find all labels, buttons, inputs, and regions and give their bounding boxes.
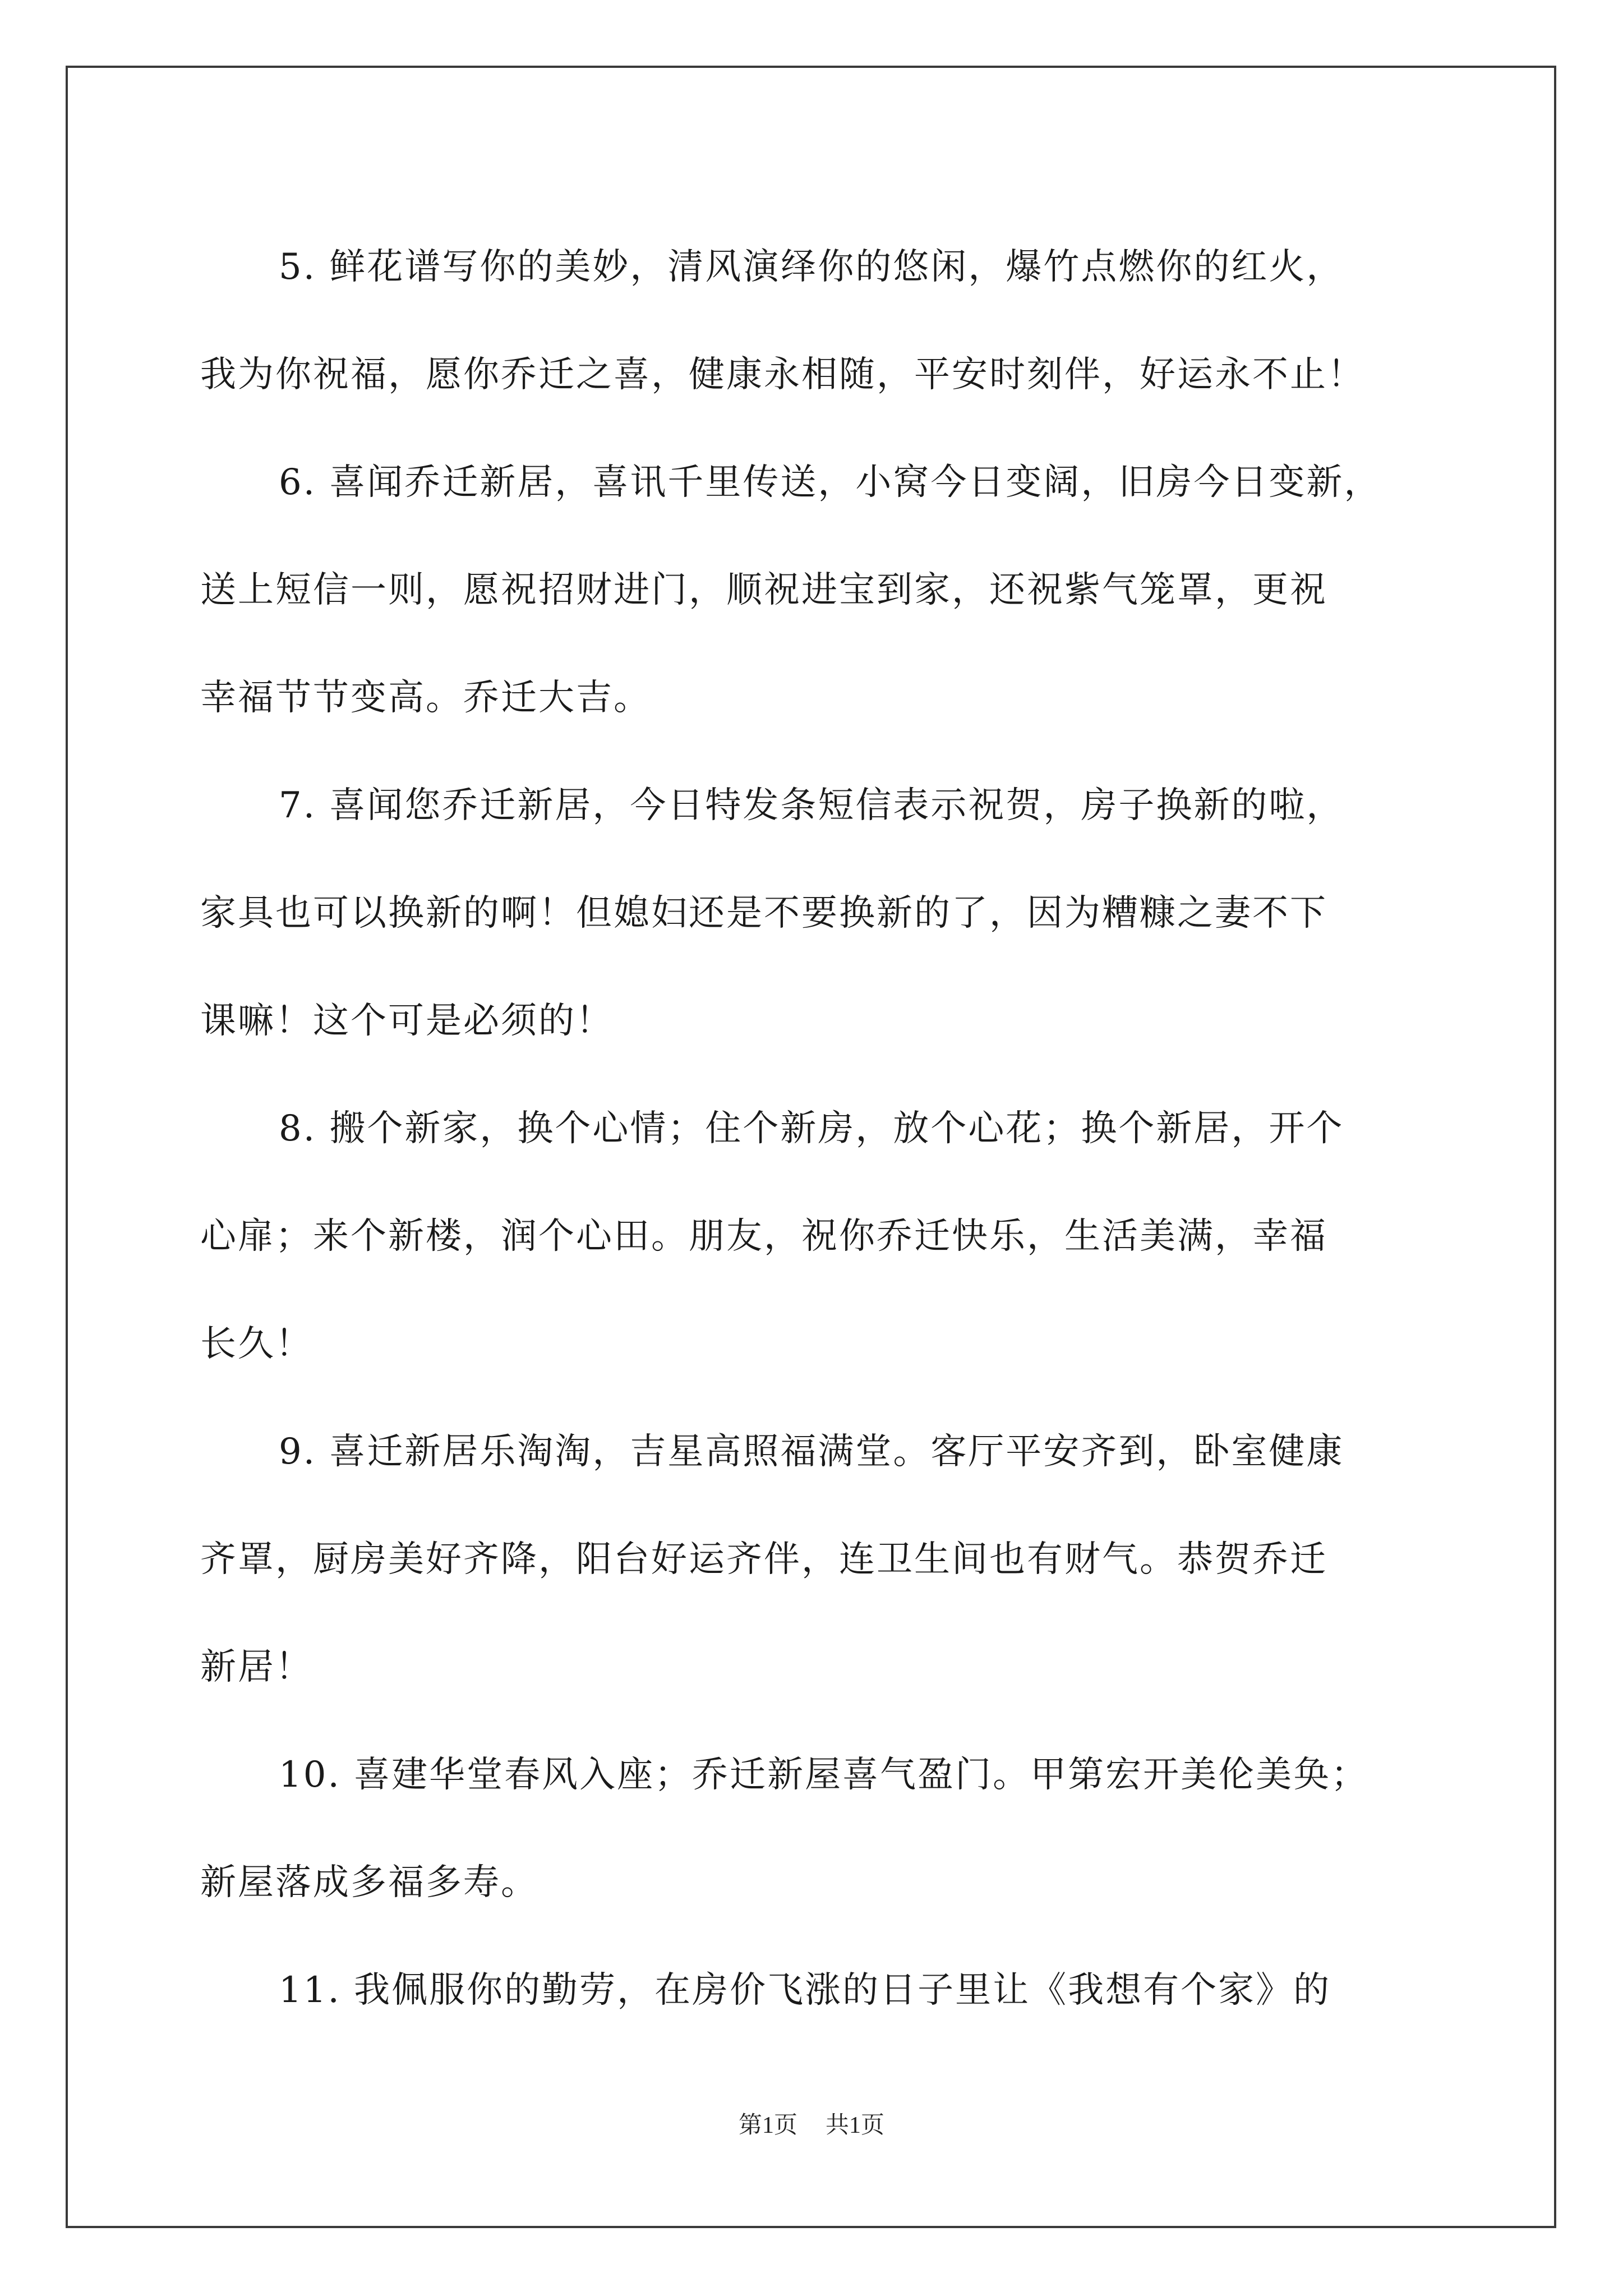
text-line: 7. 喜闻您乔迁新居，今日特发条短信表示祝贺，房子换新的啦，: [279, 785, 1344, 826]
text-line: 10. 喜建华堂春风入座；乔迁新屋喜气盈门。甲第宏开美伦美奂；: [279, 1754, 1369, 1796]
text-line: 5. 鲜花谱写你的美妙，清风演绎你的悠闲，爆竹点燃你的红火，: [279, 246, 1344, 288]
text-line: 课嘛！这个可是必须的！: [200, 1000, 614, 1042]
text-line: 9. 喜迁新居乐淘淘，吉星高照福满堂。客厅平安齐到，卧室健康: [279, 1431, 1344, 1473]
text-line: 长久！: [200, 1323, 313, 1365]
page-footer: [0, 2106, 1623, 2140]
text-line: 家具也可以换新的啊！但媳妇还是不要换新的了，因为糟糠之妻不下: [200, 892, 1327, 934]
text-line: 齐罩，厨房美好齐降，阳台好运齐伴，连卫生间也有财气。恭贺乔迁: [200, 1539, 1327, 1580]
page-number-total: 共1页: [826, 2113, 885, 2138]
page-number-current: 第1页: [738, 2113, 797, 2138]
text-line: 我为你祝福，愿你乔迁之喜，健康永相随，平安时刻伴，好运永不止！: [200, 354, 1365, 395]
text-line: 幸福节节变高。乔迁大吉。: [200, 677, 651, 719]
text-line: 6. 喜闻乔迁新居，喜讯千里传送，小窝今日变阔，旧房今日变新，: [279, 462, 1382, 503]
text-line: 11. 我佩服你的勤劳，在房价飞涨的日子里让《我想有个家》的: [279, 1970, 1331, 2011]
text-line: 送上短信一则，愿祝招财进门，顺祝进宝到家，还祝紫气笼罩，更祝: [200, 569, 1327, 611]
text-line: 新屋落成多福多寿。: [200, 1862, 538, 1903]
text-line: 8. 搬个新家，换个心情；住个新房，放个心花；换个新居，开个: [279, 1108, 1344, 1149]
text-line: 新居！: [200, 1646, 313, 1688]
text-line: 心扉；来个新楼，润个心田。朋友，祝你乔迁快乐，生活美满，幸福: [200, 1216, 1327, 1257]
document-body: [200, 213, 1440, 2044]
